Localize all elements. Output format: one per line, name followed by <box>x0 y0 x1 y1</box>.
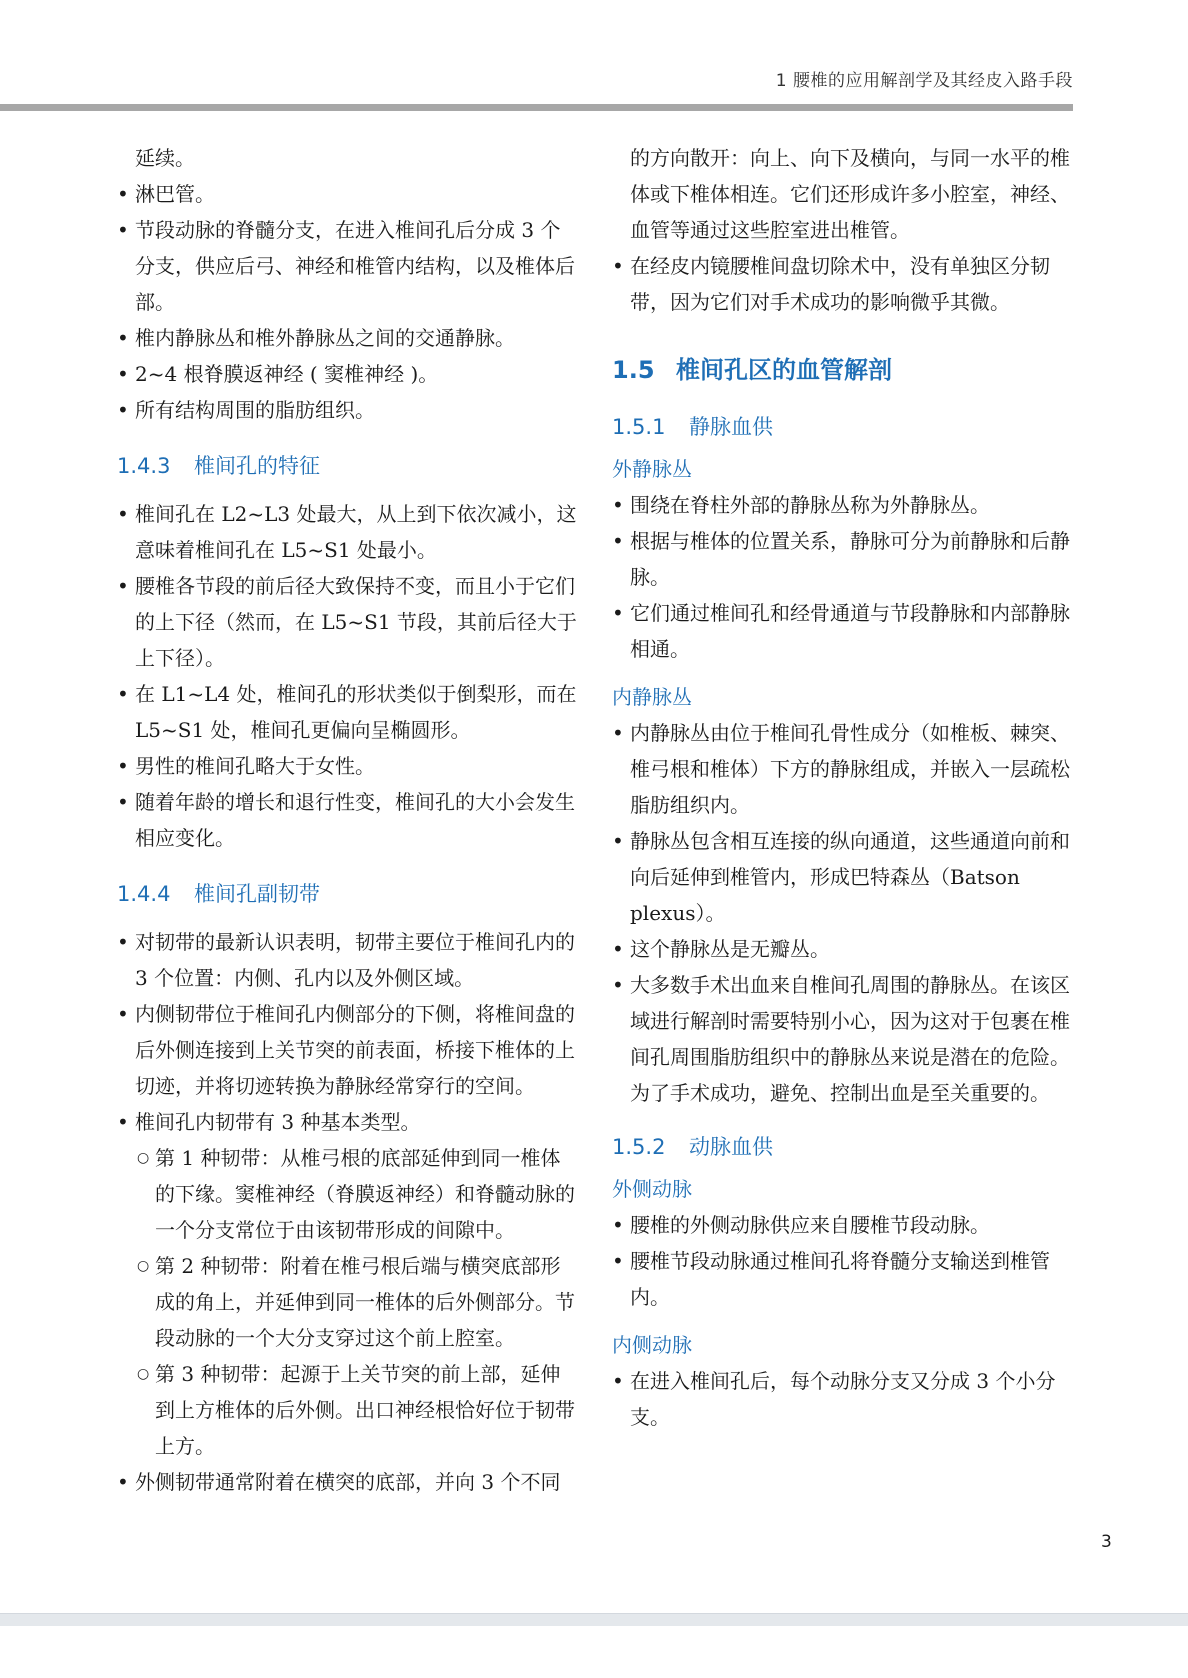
running-header: 1 腰椎的应用解剖学及其经皮入路手段 <box>775 71 1073 91</box>
page-number: 3 <box>1101 1532 1112 1552</box>
list-item: • 椎间孔内韧带有 3 种基本类型。 <box>117 1104 579 1140</box>
footer-band <box>0 1613 1188 1626</box>
list-item: • 对韧带的最新认识表明，韧带主要位于椎间孔内的 3 个位置：内侧、孔内以及外侧区域。 <box>117 924 579 996</box>
list-item: • 腰椎的外侧动脉供应来自腰椎节段动脉。 <box>612 1207 1074 1243</box>
list-item: • 在 L1~L4 处，椎间孔的形状类似于倒梨形，而在 L5~S1 处，椎间孔更偏向呈椭圆形。 <box>117 676 579 748</box>
list-item: • 椎内静脉丛和椎外静脉丛之间的交通静脉。 <box>117 320 579 356</box>
right-column <box>612 140 1074 1435</box>
section-number: 1.4.3 <box>117 454 171 478</box>
section-number: 1.4.4 <box>117 882 171 906</box>
list-item: • 随着年龄的增长和退行性变，椎间孔的大小会发生相应变化。 <box>117 784 579 856</box>
subheading-external-plexus: 外静脉丛 <box>612 457 692 481</box>
list-item: • 内静脉丛由位于椎间孔骨性成分（如椎板、棘突、椎弓根和椎体）下方的静脉组成，并嵌入一层疏松脂肪组织内。 <box>612 715 1074 823</box>
section-title: 椎间孔区的血管解剖 <box>676 356 892 384</box>
sub-list-item: ○ 第 1 种韧带：从椎弓根的底部延伸到同一椎体的下缘。窦椎神经（脊膜返神经）和脊髓动脉的一个分支常位于由该韧带形成的间隙中。 <box>117 1140 579 1248</box>
section-heading-1-5-1 <box>612 411 1074 441</box>
section-heading-1-4-3 <box>117 450 579 480</box>
section-title: 椎间孔的特征 <box>194 454 320 478</box>
header-rule <box>0 104 1073 111</box>
section-number: 1.5.1 <box>612 415 666 439</box>
list-item: • 静脉丛包含相互连接的纵向通道，这些通道向前和向后延伸到椎管内，形成巴特森丛（Batson plexus）。 <box>612 823 1074 931</box>
list-item: • 大多数手术出血来自椎间孔周围的静脉丛。在该区域进行解剖时需要特别小心，因为这对于包裹在椎间孔周围脂肪组织中的静脉丛来说是潜在的危险。为了手术成功，避免、控制出血是至关重要的。 <box>612 967 1074 1111</box>
section-heading-1-4-4 <box>117 878 579 908</box>
list-item: • 2~4 根脊膜返神经 ( 窦椎神经 )。 <box>117 356 579 392</box>
list-item: • 在经皮内镜腰椎间盘切除术中，没有单独区分韧带，因为它们对手术成功的影响微乎其微。 <box>612 248 1074 320</box>
list-item: • 根据与椎体的位置关系，静脉可分为前静脉和后静脉。 <box>612 523 1074 595</box>
subheading-internal-plexus: 内静脉丛 <box>612 685 692 709</box>
section-title: 椎间孔副韧带 <box>194 882 320 906</box>
list-item: • 它们通过椎间孔和经骨通道与节段静脉和内部静脉相通。 <box>612 595 1074 667</box>
list-item: • 腰椎节段动脉通过椎间孔将脊髓分支输送到椎管内。 <box>612 1243 1074 1315</box>
section-heading-1-5-2 <box>612 1131 1074 1161</box>
section-title: 动脉血供 <box>689 1135 773 1159</box>
paragraph-continuation: 的方向散开：向上、向下及横向，与同一水平的椎体或下椎体相连。它们还形成许多小腔室，神经、血管等通过这些腔室进出椎管。 <box>630 146 1070 242</box>
list-item: • 在进入椎间孔后，每个动脉分支又分成 3 个小分支。 <box>612 1363 1074 1435</box>
sub-list-item: ○ 第 3 种韧带：起源于上关节突的前上部，延伸到上方椎体的后外侧。出口神经根恰好位于韧带上方。 <box>117 1356 579 1464</box>
section-number: 1.5.2 <box>612 1135 666 1159</box>
list-item: • 节段动脉的脊髓分支，在进入椎间孔后分成 3 个分支，供应后弓、神经和椎管内结构，以及椎体后部。 <box>117 212 579 320</box>
subheading-lateral-artery: 外侧动脉 <box>612 1177 692 1201</box>
left-column <box>117 140 579 1500</box>
list-item: • 围绕在脊柱外部的静脉丛称为外静脉丛。 <box>612 487 1074 523</box>
list-item: • 所有结构周围的脂肪组织。 <box>117 392 579 428</box>
list-item: • 椎间孔在 L2~L3 处最大，从上到下依次减小，这意味着椎间孔在 L5~S1 处最小。 <box>117 496 579 568</box>
list-item: • 内侧韧带位于椎间孔内侧部分的下侧，将椎间盘的后外侧连接到上关节突的前表面，桥接下椎体的上切迹，并将切迹转换为静脉经常穿行的空间。 <box>117 996 579 1104</box>
sub-list-item: ○ 第 2 种韧带：附着在椎弓根后端与横突底部形成的角上，并延伸到同一椎体的后外侧部分。节段动脉的一个大分支穿过这个前上腔室。 <box>117 1248 579 1356</box>
list-item: • 这个静脉丛是无瓣丛。 <box>612 931 1074 967</box>
section-number: 1.5 <box>612 356 655 384</box>
section-heading-1-5 <box>612 350 1074 385</box>
section-title: 静脉血供 <box>689 415 773 439</box>
list-item: • 男性的椎间孔略大于女性。 <box>117 748 579 784</box>
list-item: • 腰椎各节段的前后径大致保持不变，而且小于它们的上下径（然而，在 L5~S1 节段，其前后径大于上下径）。 <box>117 568 579 676</box>
subheading-medial-artery: 内侧动脉 <box>612 1333 692 1357</box>
paragraph-continuation: 延续。 <box>135 146 195 170</box>
list-item: • 外侧韧带通常附着在横突的底部，并向 3 个不同 <box>117 1464 579 1500</box>
list-item: • 淋巴管。 <box>117 176 579 212</box>
